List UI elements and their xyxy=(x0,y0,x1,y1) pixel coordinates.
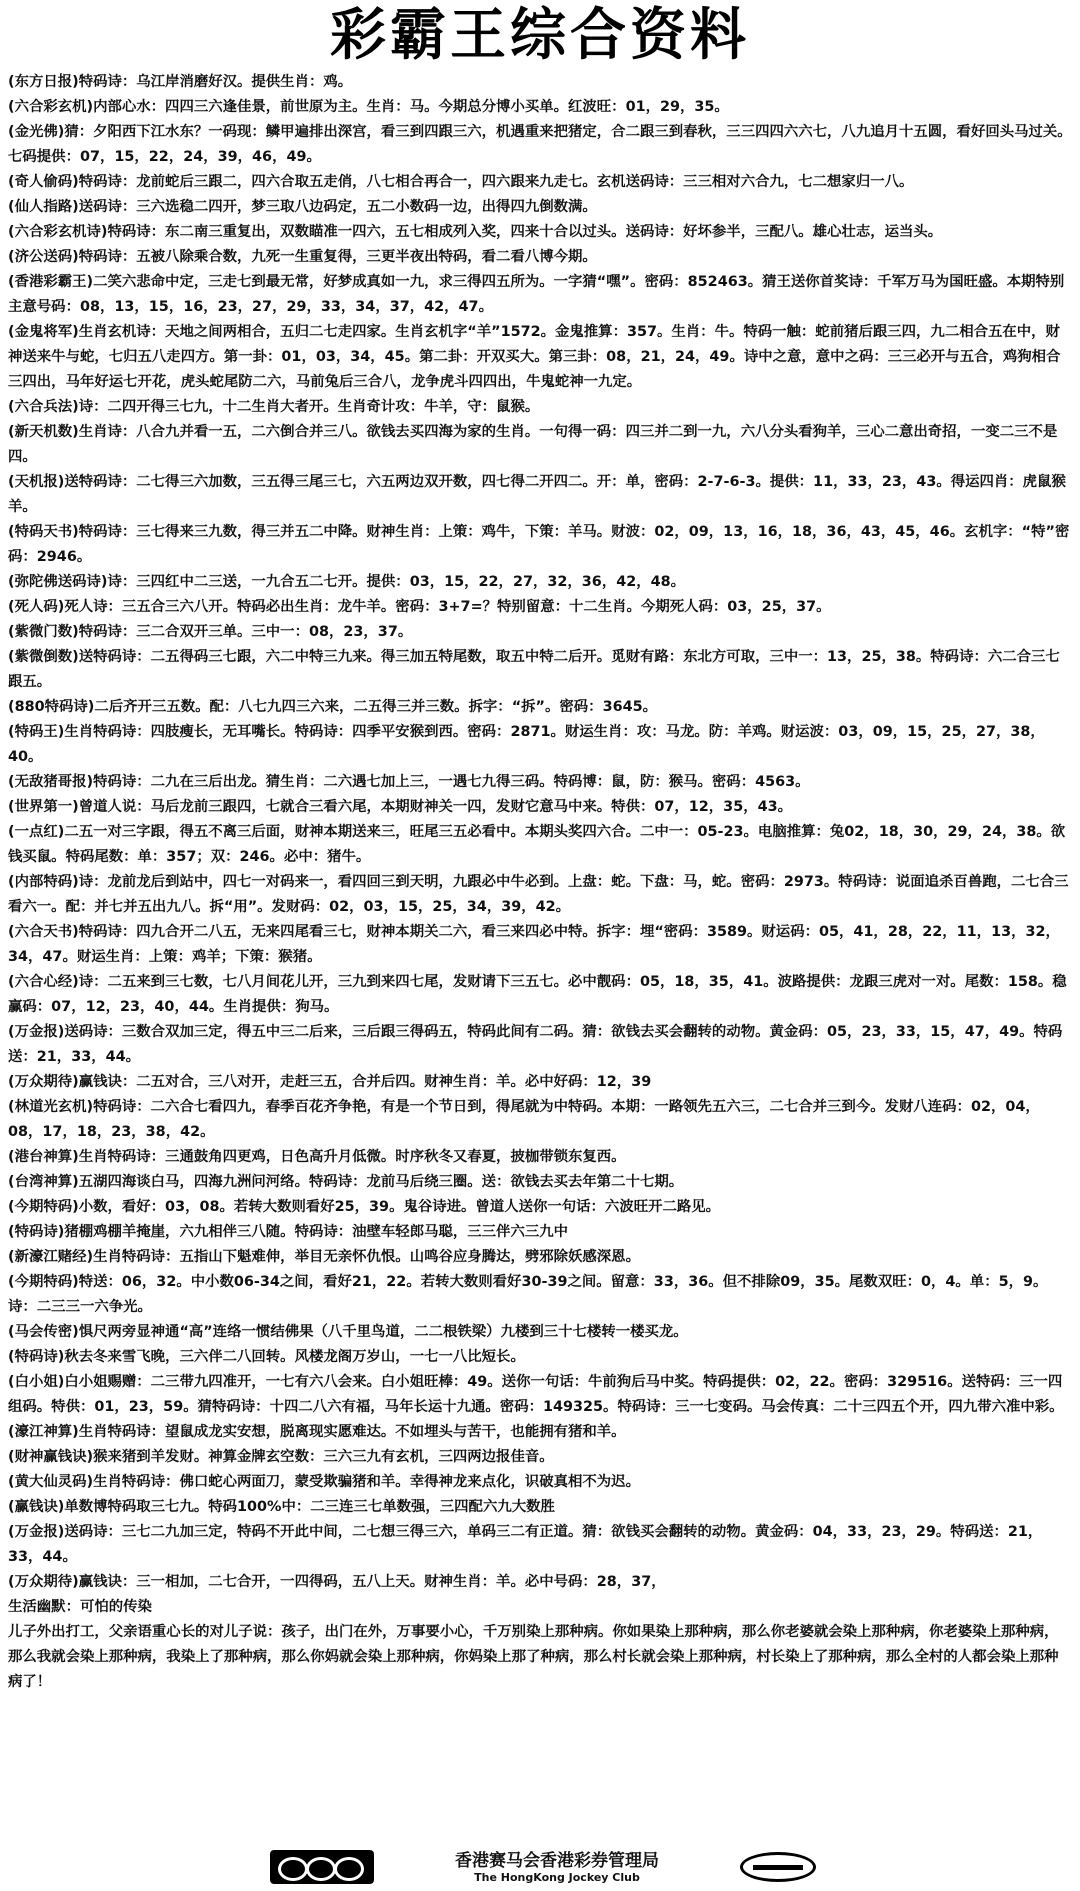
jockey-club-logo-icon xyxy=(740,1852,816,1882)
entry xyxy=(8,595,1072,620)
entry xyxy=(8,70,1072,95)
entry xyxy=(8,820,1072,870)
entry-text: (六合彩玄机)内部心水：四四三六逢佳景，前世原为主。生肖：马。今期总分博小买单。红波旺：01，29，35。 xyxy=(8,99,729,115)
entry xyxy=(8,1170,1072,1195)
entry-text: (香港彩霸王)二笑六悲命中定，三走七到最无常，好梦成真如一九，求三得四五所为。一字猜“嘿”。密码：852463。猜王送你首奖诗：千军万马为国旺盛。本期特别主意号码：08，13，15，16，23，27，29，33，34，37，42，47。 xyxy=(8,274,1065,315)
ring-icon xyxy=(334,1857,364,1881)
entry xyxy=(8,620,1072,645)
entry-text: (奇人偷码)特码诗：龙前蛇后三跟二，四六合取五走俏，八七相合再合一，四六跟来九走七。玄机送码诗：三三相对六合九，七二想家归一八。 xyxy=(8,174,914,190)
entry xyxy=(8,795,1072,820)
entry xyxy=(8,470,1072,520)
entry xyxy=(8,270,1072,320)
entry xyxy=(8,1595,1072,1620)
entry-text: (今期特码)特送：06，32。中小数06-34之间，看好21，22。若转大数则看好30-39之间。留意：33，36。但不排除09，35。尾数双旺：0，4。单：5，9。诗：二三三一六争光。 xyxy=(8,1274,1048,1315)
entry xyxy=(8,720,1072,770)
entry xyxy=(8,1245,1072,1270)
entry xyxy=(8,1320,1072,1345)
entry-text: (黄大仙灵码)生肖特码诗：佛口蛇心两面刀，蒙受欺骗猪和羊。幸得神龙来点化，识破真相不为迟。 xyxy=(8,1474,640,1490)
entry-text: 生活幽默：可怕的传染 xyxy=(8,1599,152,1615)
entry-text: (港台神算)生肖特码诗：三通鼓角四更鸡，日色高升月低微。时序秋冬又春夏，披枷带锁东复西。 xyxy=(8,1149,626,1165)
logo-bar-icon xyxy=(753,1865,803,1870)
entry xyxy=(8,1220,1072,1245)
entry-text: (紫微倒数)送特码诗：二五得码三七跟，六二中特三九来。得三加五特尾数，取五中特二后开。觅财有路：东北方可取，三中一：13，25，38。特码诗：六二合三七跟五。 xyxy=(8,649,1060,690)
entry xyxy=(8,1270,1072,1320)
entry-text: (六合天书)特码诗：四九合开二八五，无来四尾看三七，财神本期关二六，看三来四必中特。拆字：埋“密码：3589。财运码：05，41，28，22，11，13，32，34，47。财运生肖：上策：鸡羊；下策：猴猪。 xyxy=(8,924,1060,965)
entry xyxy=(8,170,1072,195)
entry-text: (金光佛)猜：夕阳西下江水东？一码现：鳞甲遍排出深宫，看三到四跟三六，机遇重来把猪定，合二跟三到春秋，三三四四六六七，八九追月十五圆，看好回头马过关。七码提供：07，15，22，24，39，46，49。 xyxy=(8,124,1072,165)
entry-text: (马会传密)惧尺两旁显神通“高”连络一惯结佛果（八千里鸟道，二二根铁梁）九楼到三十七楼转一楼买龙。 xyxy=(8,1324,688,1340)
entry-text: (今期特码)小数，看好：03，08。若转大数则看好25，39。鬼谷诗进。曾道人送你一句话：六波旺开二路见。 xyxy=(8,1199,721,1215)
entry-text: (仙人指路)送码诗：三六选稳二四开，梦三取八边码定，五二小数码一边，出得四九倒数满。 xyxy=(8,199,597,215)
entry-text: (金鬼将军)生肖玄机诗：天地之间两相合，五归二七走四家。生肖玄机字“羊”1572。金鬼推算：357。生肖：牛。特码一触：蛇前猪后跟三四，九二相合五在中，财神送来牛与蛇，七归五八走四方。第一卦：01，03，34，45。第二卦：开双买大。第三卦：08，21，24，49。诗中之意，意中之码：三三必开与五合，鸡狗相合三四出，马年好运七开花，虎头蛇尾防二六，马前兔后三合八，龙争虎斗四四出，牛鬼蛇神一九定。 xyxy=(8,324,1061,390)
entry-text: (万众期待)赢钱诀：三一相加，二七合开，一四得码，五八上天。财神生肖：羊。必中号码：28，37， xyxy=(8,1574,666,1590)
entry xyxy=(8,1570,1072,1595)
entry xyxy=(8,220,1072,245)
entry-text: (紫微门数)特码诗：三二合双开三单。三中一：08，23，37。 xyxy=(8,624,413,640)
entry xyxy=(8,970,1072,1020)
entry xyxy=(8,1195,1072,1220)
entry xyxy=(8,1445,1072,1470)
entry xyxy=(8,1495,1072,1520)
entry-text: (万金报)送码诗：三七二九加三定，特码不开此中间，二七想三得三六，单码三二有正道。猜：欲钱买会翻转的动物。黄金码：04，33，23，29。特码送：21，33，44。 xyxy=(8,1524,1043,1565)
entry-text: (济公送码)特码诗：五被八除乘合数，九死一生重复得，三更半夜出特码，看二看八博今期。 xyxy=(8,249,597,265)
entry-text: (弥陀佛送码诗)诗：三四红中二三送，一九合五二七开。提供：03，15，22，27，32，36，42，48。 xyxy=(8,574,686,590)
entry-text: (六合兵法)诗：二四开得三七九，十二生肖大者开。生肖奇计攻：牛羊，守：鼠猴。 xyxy=(8,399,540,415)
entry xyxy=(8,120,1072,170)
lottery-logo-icon xyxy=(270,1850,374,1884)
ring-icon xyxy=(306,1857,336,1881)
entry-text: (新濠江赌经)生肖特码诗：五指山下魁难伸，举目无亲怀仇恨。山鸣谷应身腾达，劈邪除妖感深恩。 xyxy=(8,1249,640,1265)
entry xyxy=(8,245,1072,270)
entry xyxy=(8,520,1072,570)
entry-text: (无敌猪哥报)特码诗：二九在三后出龙。猜生肖：二六遇七加上三，一遇七九得三码。特码博：鼠，防：猴马。密码：4563。 xyxy=(8,774,810,790)
entry-text: (新天机数)生肖诗：八合九并看一五，二六倒合并三八。欲钱去买四海为家的生肖。一句得一码：四三并二到一九，六八分头看狗羊，三心二意出奇招，一变二三不是四。 xyxy=(8,424,1058,465)
content-body xyxy=(8,70,1072,1695)
entry xyxy=(8,1470,1072,1495)
entry xyxy=(8,1520,1072,1570)
entry-text: 儿子外出打工，父亲语重心长的对儿子说：孩子，出门在外，万事要小心，千万别染上那种病。你如果染上那种病，那么你老婆就会染上那种病，你老婆染上那种病，那么我就会染上那种病，我染上了那种病，那么你妈就会染上那种病，你妈染上那了种病，那么村长就会染上那种病，村长染上了那种病，那么全村的人都会染上那种病了！ xyxy=(8,1624,1059,1690)
entry xyxy=(8,95,1072,120)
entry xyxy=(8,1095,1072,1145)
entry-text: (万金报)送码诗：三数合双加三定，得五中三二后来，三后跟三得码五，特码此间有二码。猜：欲钱去买会翻转的动物。黄金码：05，23，33，15，47，49。特码送：21，33，44。 xyxy=(8,1024,1063,1065)
entry-text: (880特码诗)二后齐开三五数。配：八七九四三六来，二五得三并三数。拆字：“拆”。密码：3645。 xyxy=(8,699,658,715)
entry xyxy=(8,920,1072,970)
entry-text: (赢钱诀)单数博特码取三七九。特码100%中：二三连三七单数强，三四配六九大数胜 xyxy=(8,1499,555,1515)
entry xyxy=(8,1370,1072,1420)
entry xyxy=(8,320,1072,395)
entry xyxy=(8,1145,1072,1170)
entry xyxy=(8,695,1072,720)
entry xyxy=(8,420,1072,470)
footer xyxy=(0,1848,1080,1888)
entry-text: (东方日报)特码诗：乌江岸消磨好汉。提供生肖：鸡。 xyxy=(8,74,353,90)
entry xyxy=(8,395,1072,420)
entry xyxy=(8,1420,1072,1445)
entry xyxy=(8,770,1072,795)
entry-text: (六合心经)诗：二五来到三七数，七八月间花儿开，三九到来四七尾，发财请下三五七。必中靓码：05，18，35，41。波路提供：龙跟三虎对一对。尾数：158。稳赢码：07，12，23，40，44。生肖提供：狗马。 xyxy=(8,974,1067,1015)
org-name: 香港赛马会香港彩券管理局 xyxy=(455,1851,659,1871)
entry-text: (世界第一)曾道人说：马后龙前三跟四，七就合三看六尾，本期财神关一四，发财它意马中来。特供：07，12，35，43。 xyxy=(8,799,793,815)
entry xyxy=(8,1070,1072,1095)
entry xyxy=(8,1345,1072,1370)
entry-text: (内部特码)诗：龙前龙后到站中，四七一对码来一，看四回三到天明，九跟必中牛必到。上盘：蛇。下盘：马，蛇。密码：2973。特码诗：说面追杀百兽跑，二七合三看六一。配：并七并五出九八。拆“用”。发财码：02，03，15，25，34，39，42。 xyxy=(8,874,1069,915)
entry-text: (台湾神算)五湖四海谈白马，四海九洲问河络。特码诗：龙前马后绕三圈。送：欲钱去买去年第二十七期。 xyxy=(8,1174,684,1190)
entry xyxy=(8,870,1072,920)
entry xyxy=(8,645,1072,695)
entry-text: (特码诗)秋去冬来雪飞晚，三六伴二八回转。风楼龙阁万岁山，一七一八比短长。 xyxy=(8,1349,525,1365)
entry-text: (白小姐)白小姐赐赠：二三带九四准开，一七有六八会来。白小姐旺棒：49。送你一句话：牛前狗后马中奖。特码提供：02，22。密码：329516。送特码：三一四组码。特供：01，23，59。猜特码诗：十四二八六有福，马年长运十九通。密码：149325。特码诗：三一七变码。马会传真：二十三四五个开，四九带六准中彩。 xyxy=(8,1374,1064,1415)
entry xyxy=(8,195,1072,220)
entry-text: (特码王)生肖特码诗：四肢瘦长，无耳嘴长。特码诗：四季平安猴到西。密码：2871。财运生肖：攻：马龙。防：羊鸡。财运波：03，09，15，25，27，38，40。 xyxy=(8,724,1045,765)
entry-text: (财神赢钱诀)猴来猪到羊发财。神算金牌玄空数：三六三九有玄机，三四两边报佳音。 xyxy=(8,1449,554,1465)
entry-text: (天机报)送特码诗：二七得三六加数，三五得三尾三七，六五两边双开数，四七得二开四二。开：单，密码：2-7-6-3。提供：11，33，23，43。得运四肖：虎鼠猴羊。 xyxy=(8,474,1066,515)
ring-icon xyxy=(278,1857,308,1881)
entry-text: (六合彩玄机诗)特码诗：东二南三重复出，双数瞄准一四六，五七相成列入奖，四来十合以过头。送码诗：好坏参半，三配八。雄心壮志，运当头。 xyxy=(8,224,943,240)
entry xyxy=(8,1020,1072,1070)
page-title: 彩霸王综合资料 xyxy=(330,2,750,68)
entry-text: (濠江神算)生肖特码诗：望鼠成龙实安想，脱离现实愿难达。不如埋头与苦干，也能拥有猪和羊。 xyxy=(8,1424,626,1440)
entry xyxy=(8,1620,1072,1695)
entry-text: (特码诗)猪棚鸡棚羊掩崖，六九相伴三八随。特码诗：油壁车轻郎马聪，三三伴六三九中 xyxy=(8,1224,569,1240)
entry-text: (死人码)死人诗：三五合三六八开。特码必出生肖：龙牛羊。密码：3+7=？特别留意：十二生肖。今期死人码：03，25，37。 xyxy=(8,599,831,615)
entry-text: (一点红)二五一对三字跟，得五不离三后面，财神本期送来三，旺尾三五必看中。本期头奖四六合。二中一：05-23。电脑推算：兔02，18，30，29，24，38。欲钱买鼠。特码尾数：单：357；双：246。必中：猪牛。 xyxy=(8,824,1066,865)
org-name-en: The HongKong Jockey Club xyxy=(474,1871,640,1884)
entry xyxy=(8,570,1072,595)
entry-text: (万众期待)赢钱诀：二五对合，三八对开，走赶三五，合并后四。财神生肖：羊。必中好码：12，39 xyxy=(8,1074,652,1090)
entry-text: (特码天书)特码诗：三七得来三九数，得三并五二中降。财神生肖：上策：鸡牛，下策：羊马。财波：02，09，13，16，18，36，43，45，46。玄机字：“特”密码：2946。 xyxy=(8,524,1070,565)
entry-text: (林道光玄机)特码诗：二六合七看四九，春季百花齐争艳，有是一个节日到，得尾就为中特码。本期：一路领先五六三，二七合并三到今。发财八连码：02，04，08，17，18，23，38，42。 xyxy=(8,1099,1040,1140)
